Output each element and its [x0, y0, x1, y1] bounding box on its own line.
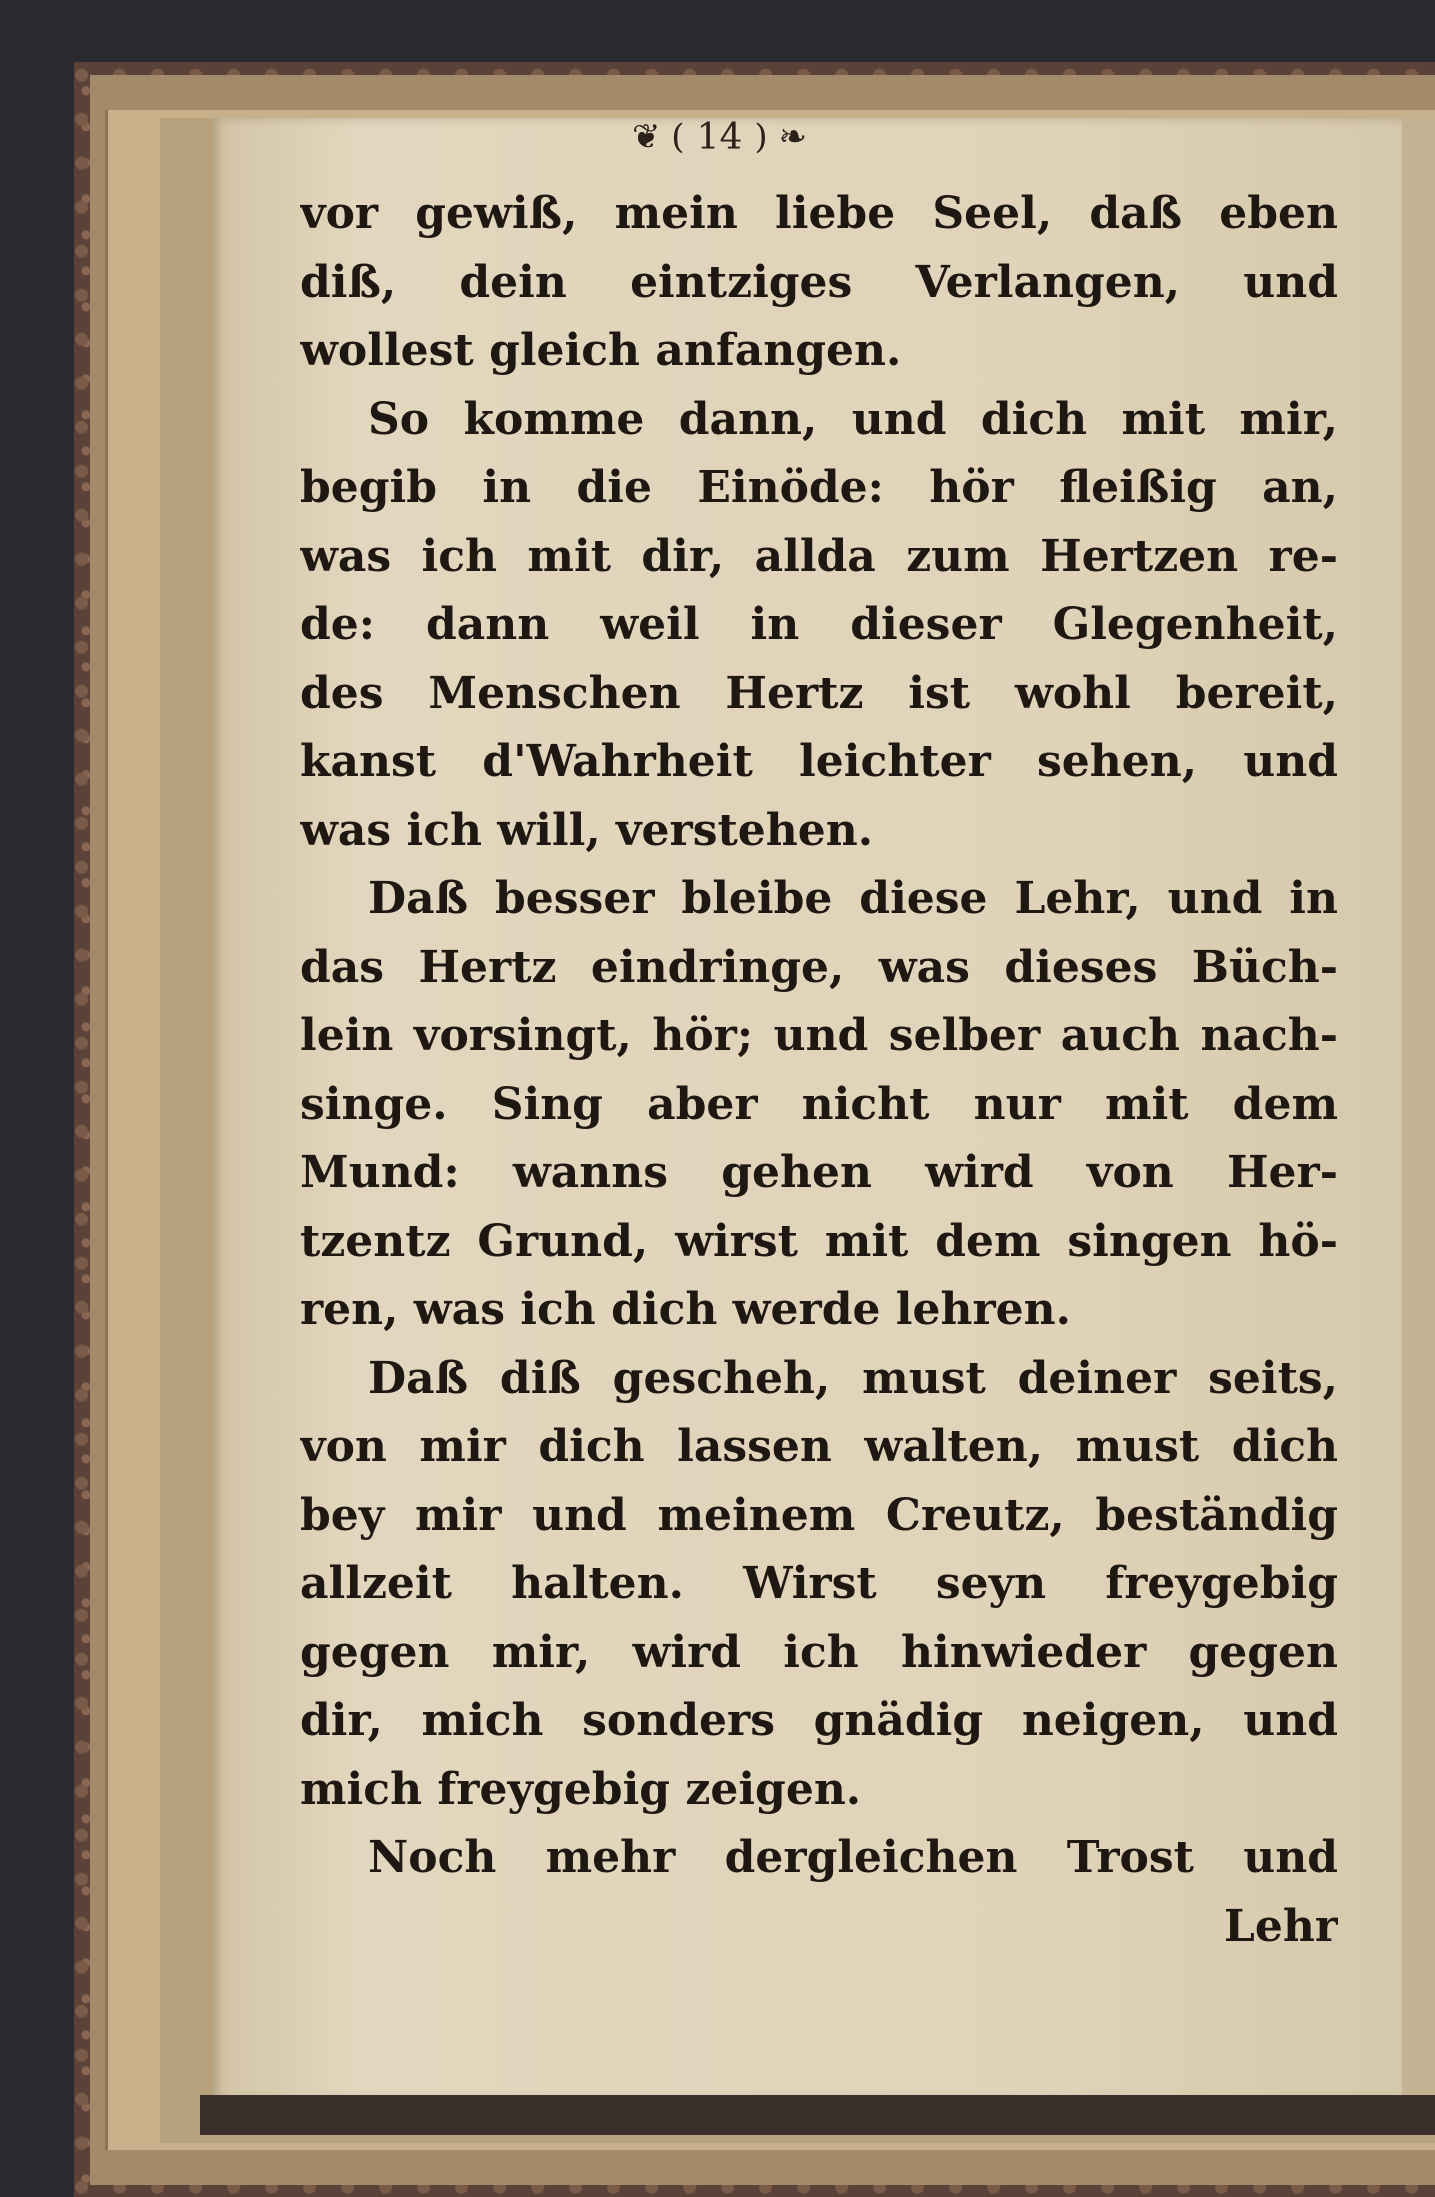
- page-gutter: [1402, 118, 1435, 2100]
- text-line: tzentz Grund, wirst mit dem singen hö-: [300, 1215, 1338, 1267]
- text-line: des Menschen Hertz ist wohl bereit,: [300, 667, 1338, 719]
- text-line: mich freygebig zeigen.: [300, 1763, 862, 1815]
- page-header: [632, 112, 1032, 162]
- text-line: Mund: wanns gehen wird von Her-: [300, 1147, 1338, 1198]
- text-line: das Hertz eindringe, was dieses Büch-: [300, 941, 1338, 993]
- text-line: de: dann weil in dieser Glegenheit,: [300, 599, 1338, 650]
- text-line: gegen mir, wird ich hinwieder gegen: [300, 1626, 1338, 1678]
- text-line: lein vorsingt, hör; und selber auch nach-: [300, 1010, 1338, 1061]
- text-line: vor gewiß, mein liebe Seel, daß eben: [300, 188, 1338, 239]
- text-line: diß, dein eintziges Verlangen, und: [300, 256, 1338, 308]
- text-line: Daß besser bleibe diese Lehr, und in: [368, 873, 1338, 924]
- text-line: bey mir und meinem Creutz, beständig: [300, 1489, 1338, 1541]
- ornament-left: ❦ (: [632, 117, 685, 157]
- page-bottom-edge: [200, 2095, 1435, 2135]
- page-text: [300, 180, 1338, 1961]
- text-line: allzeit halten. Wirst seyn freygebig: [300, 1558, 1338, 1609]
- text-line: ren, was ich dich werde lehren.: [300, 1284, 1071, 1335]
- text-line: dir, mich sonders gnädig neigen, und: [300, 1695, 1338, 1746]
- text-line: So komme dann, und dich mit mir,: [368, 393, 1338, 445]
- text-line: Noch mehr dergleichen Trost und: [368, 1832, 1338, 1883]
- text-line: singe. Sing aber nicht nur mit dem: [300, 1078, 1338, 1130]
- text-line: von mir dich lassen walten, must dich: [300, 1421, 1338, 1472]
- page-number: 14: [696, 116, 743, 158]
- catchword: Lehr: [1223, 1900, 1338, 1952]
- text-line: kanst d'Wahrheit leichter sehen, und: [300, 736, 1338, 787]
- text-line: begib in die Einöde: hör fleißig an,: [300, 462, 1338, 513]
- text-line: Daß diß gescheh, must deiner seits,: [368, 1352, 1338, 1404]
- ornament-right: ) ❧: [754, 117, 807, 157]
- text-line: wollest gleich anfangen.: [300, 325, 902, 376]
- text-line: was ich will, verstehen.: [300, 804, 874, 856]
- text-line: was ich mit dir, allda zum Hertzen re-: [300, 530, 1338, 582]
